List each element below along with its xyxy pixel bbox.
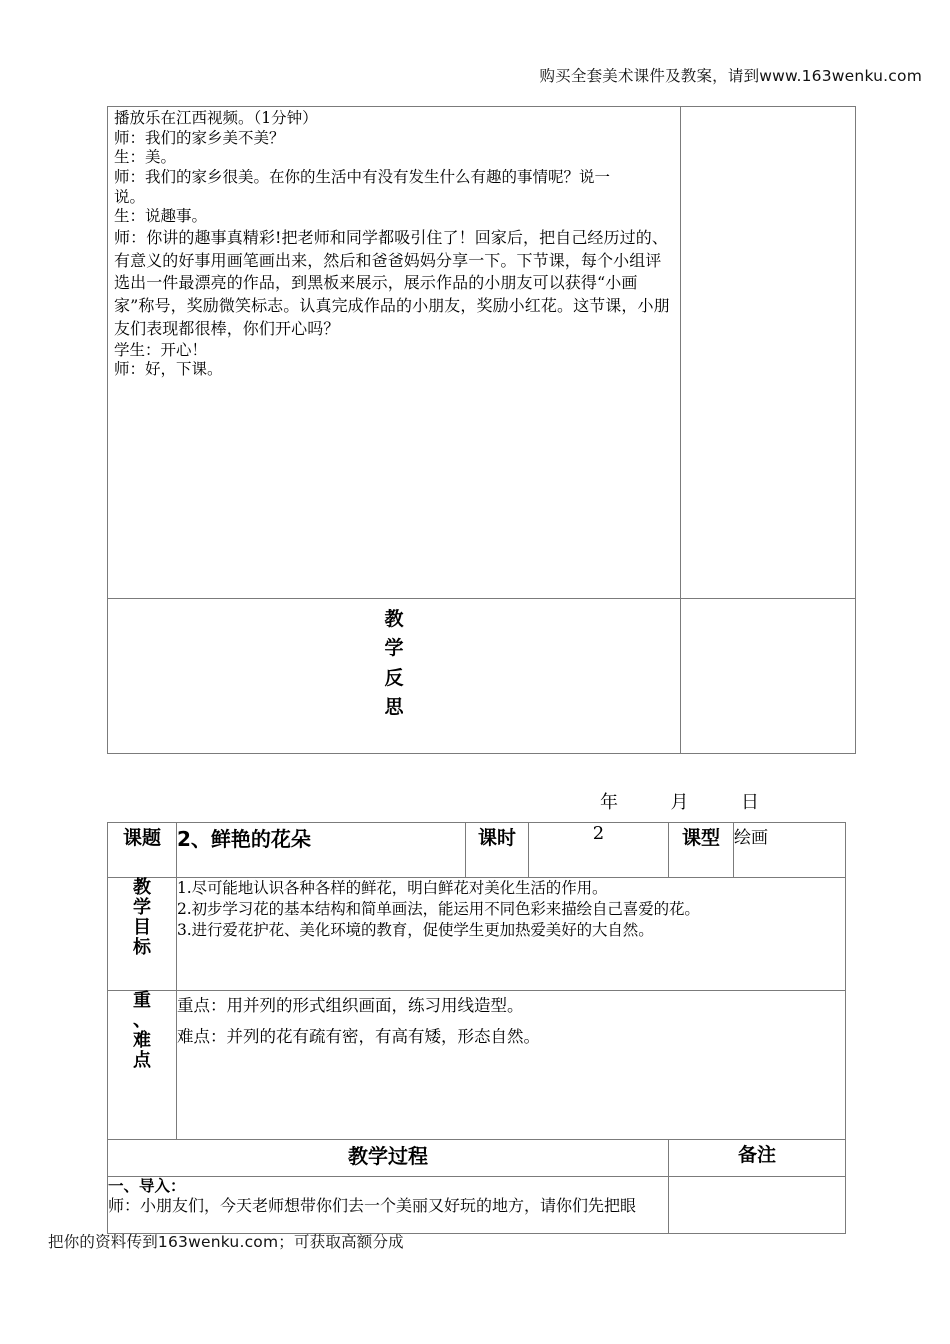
goal-item: 1.尽可能地认识各种各样的鲜花，明白鲜花对美化生活的作用。	[177, 879, 608, 897]
lesson-continuation-table	[107, 106, 856, 754]
focus-item: 重点：用并列的形式组织画面，练习用线造型。	[177, 996, 524, 1015]
teaching-process-body-cell	[108, 1177, 669, 1234]
vlabel-char: 点	[133, 1050, 151, 1072]
lesson-paragraph: 师：你讲的趣事真精彩!把老师和同学都吸引住了！回家后，把自己经历过的、有意义的好事用画笔画出来，然后和爸爸妈妈分享一下。下节课，每个小组评选出一件最漂亮的作品，到黑板来展示，展示作品的小朋友可以获得“小画家”称号，奖励微笑标志。认真完成作品的小朋友，奖励小红花。这节课，小朋友们表现都很棒，你们开心吗？	[114, 228, 670, 338]
table-row	[108, 991, 846, 1140]
type-value-cell: 绘画	[734, 823, 846, 878]
topic-value-cell: 2、鲜艳的花朵	[177, 823, 466, 878]
date-month-label: 月	[670, 792, 689, 813]
vlabel-char: 反	[384, 666, 404, 689]
vlabel-char: 目	[133, 917, 151, 939]
teaching-reflection-label	[108, 605, 680, 723]
lesson-line: 播放乐在江西视频。（1分钟）	[114, 109, 318, 127]
key-difficulty-label	[108, 991, 176, 1072]
goal-item: 2.初步学习花的基本结构和简单画法，能运用不同色彩来描绘自己喜爱的花。	[177, 900, 700, 919]
remark-header-cell: 备注	[669, 1140, 846, 1177]
vlabel-char: 教	[384, 608, 404, 630]
lesson-body-cell	[108, 107, 681, 599]
period-label-cell: 课时	[466, 823, 529, 878]
teaching-process-header-cell: 教学过程	[108, 1140, 669, 1177]
lesson-line: 师：我们的家乡美不美？	[114, 128, 285, 147]
focus-item: 难点：并列的花有疏有密，有高有矮，形态自然。	[177, 1026, 540, 1046]
key-difficulty-body-cell	[177, 991, 846, 1140]
date-year-label: 年	[600, 792, 619, 813]
process-section-title: 一、导入：	[108, 1177, 186, 1195]
teaching-reflection-body-cell	[681, 599, 856, 754]
vlabel-char: 学	[384, 637, 404, 660]
table-row	[108, 599, 856, 754]
remark-body-cell	[669, 1177, 846, 1234]
vlabel-char: 重	[133, 990, 151, 1011]
date-day-label: 日	[741, 792, 760, 813]
vlabel-char: 、	[133, 1010, 151, 1032]
lesson-line: 学生：开心！	[114, 340, 208, 359]
teaching-goal-body-cell	[177, 878, 846, 991]
vlabel-char: 学	[133, 897, 151, 919]
lesson-line: 师：好，下课。	[114, 360, 223, 379]
teaching-goal-label-cell	[108, 878, 177, 991]
process-line: 师：小朋友们，今天老师想带你们去一个美丽又好玩的地方，请你们先把眼	[108, 1196, 637, 1216]
type-label-cell: 课型	[669, 823, 734, 878]
table-row	[108, 823, 846, 878]
promo-footer-text: 把你的资料传到163wenku.com；可获取高额分成	[48, 1233, 404, 1251]
teaching-reflection-label-cell	[108, 599, 681, 754]
lesson-line: 师：我们的家乡很美。在你的生活中有没有发生什么有趣的事情呢？说一	[114, 168, 611, 187]
table-row	[108, 1140, 846, 1177]
topic-label-cell: 课题	[108, 823, 177, 878]
promo-header-text: 购买全套美术课件及教案，请到www.163wenku.com	[539, 67, 922, 85]
table-row	[108, 1177, 846, 1234]
period-value-cell: 2	[529, 823, 669, 878]
goal-item: 3.进行爱花护花、美化环境的教育，促使学生更加热爱美好的大自然。	[177, 921, 654, 940]
teaching-goal-label	[108, 878, 176, 959]
table-row	[108, 107, 856, 599]
lesson-line: 生：美。	[114, 148, 177, 167]
lesson-plan-table	[107, 822, 846, 1234]
lesson-note-cell	[681, 107, 856, 599]
date-line	[600, 788, 850, 814]
lesson-line: 生：说趣事。	[114, 207, 208, 226]
vlabel-char: 思	[384, 696, 404, 719]
key-difficulty-label-cell	[108, 991, 177, 1140]
table-row	[108, 878, 846, 991]
vlabel-char: 标	[133, 937, 151, 959]
vlabel-char: 难	[133, 1030, 151, 1052]
lesson-line: 说。	[114, 187, 146, 206]
vlabel-char: 教	[133, 877, 151, 898]
